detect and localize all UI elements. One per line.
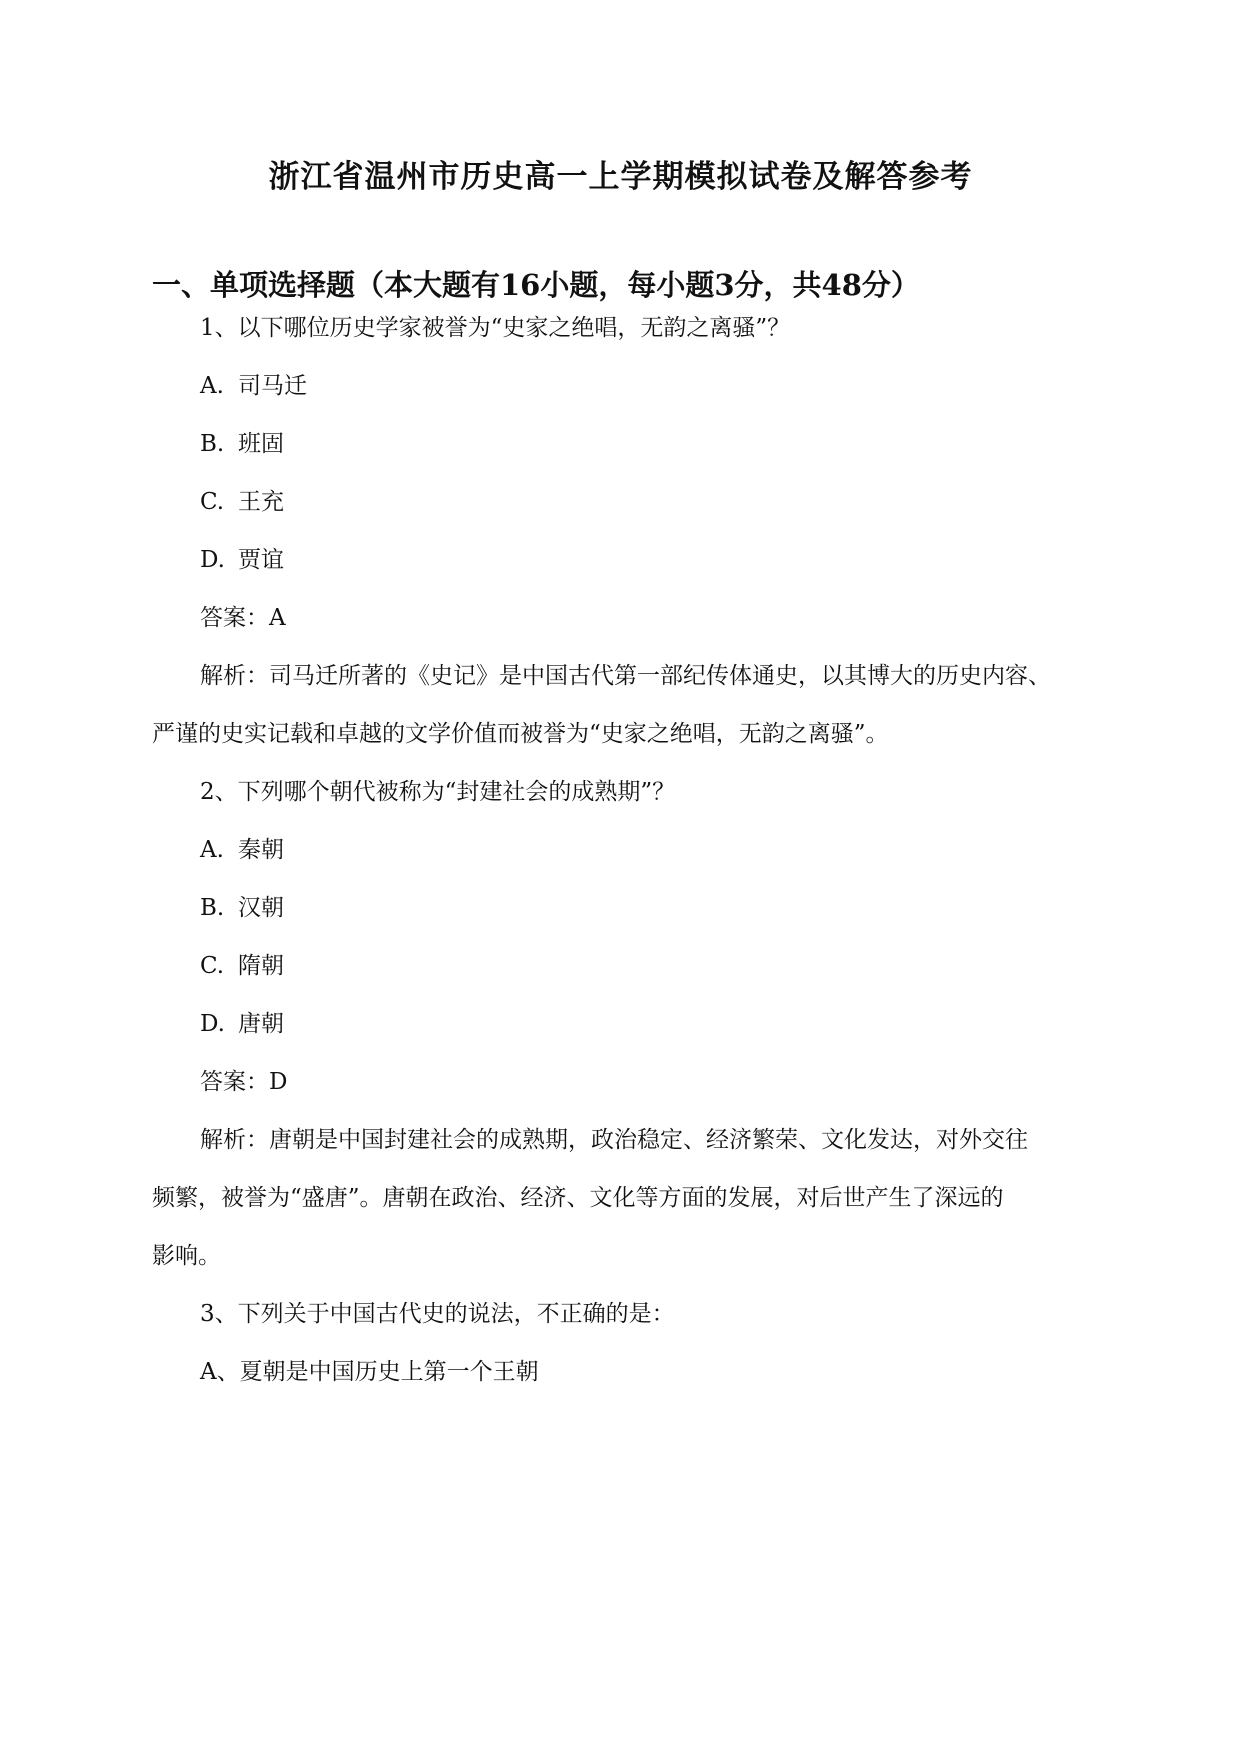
option-letter: B. — [200, 431, 225, 457]
option-letter: A. — [200, 373, 224, 399]
option-text: 司马迁 — [238, 373, 307, 399]
question-2-option-b — [200, 891, 284, 925]
option-text: 班固 — [238, 431, 284, 457]
document-title: 浙江省温州市历史高一上学期模拟试卷及解答参考 — [268, 159, 973, 195]
question-2-analysis-line-3: 影响。 — [152, 1243, 221, 1269]
section-heading: 一、单项选择题（本大题有16小题，每小题3分，共48分） — [152, 268, 920, 302]
option-text: 王充 — [238, 489, 284, 515]
question-2-analysis-line-2: 频繁，被誉为“盛唐”。唐朝在政治、经济、文化等方面的发展，对后世产生了深远的 — [152, 1185, 1004, 1211]
question-2-stem: 2、下列哪个朝代被称为“封建社会的成熟期”？ — [200, 779, 676, 805]
question-1-option-c — [200, 485, 284, 519]
question-2-option-c — [200, 949, 284, 983]
option-text: 秦朝 — [238, 837, 284, 863]
question-3-stem: 3、下列关于中国古代史的说法，不正确的是： — [200, 1301, 675, 1327]
question-1-option-b — [200, 427, 284, 461]
option-letter: B. — [200, 895, 225, 921]
option-text: 唐朝 — [238, 1011, 284, 1037]
question-3-option-a: A、夏朝是中国历史上第一个王朝 — [200, 1359, 539, 1385]
question-1-analysis-line-1: 解析：司马迁所著的《史记》是中国古代第一部纪传体通史，以其博大的历史内容、 — [200, 663, 1051, 689]
question-1-stem: 1、以下哪位历史学家被誉为“史家之绝唱，无韵之离骚”？ — [200, 315, 791, 341]
option-letter: A. — [200, 837, 224, 863]
option-letter: D. — [200, 1011, 225, 1037]
question-1-answer: 答案：A — [200, 605, 286, 631]
question-2-option-d — [200, 1007, 284, 1041]
question-1-option-d — [200, 543, 284, 577]
question-2-option-a — [200, 833, 284, 867]
option-letter: D. — [200, 547, 225, 573]
option-text: 贾谊 — [238, 547, 284, 573]
question-2-answer: 答案：D — [200, 1069, 288, 1095]
question-1-analysis-line-2: 严谨的史实记载和卓越的文学价值而被誉为“史家之绝唱，无韵之离骚”。 — [152, 721, 889, 747]
option-text: 汉朝 — [238, 895, 284, 921]
question-1-option-a — [200, 369, 307, 403]
option-text: 隋朝 — [238, 953, 284, 979]
option-letter: C. — [200, 953, 225, 979]
question-2-analysis-line-1: 解析：唐朝是中国封建社会的成熟期，政治稳定、经济繁荣、文化发达，对外交往 — [200, 1127, 1028, 1153]
option-letter: C. — [200, 489, 225, 515]
